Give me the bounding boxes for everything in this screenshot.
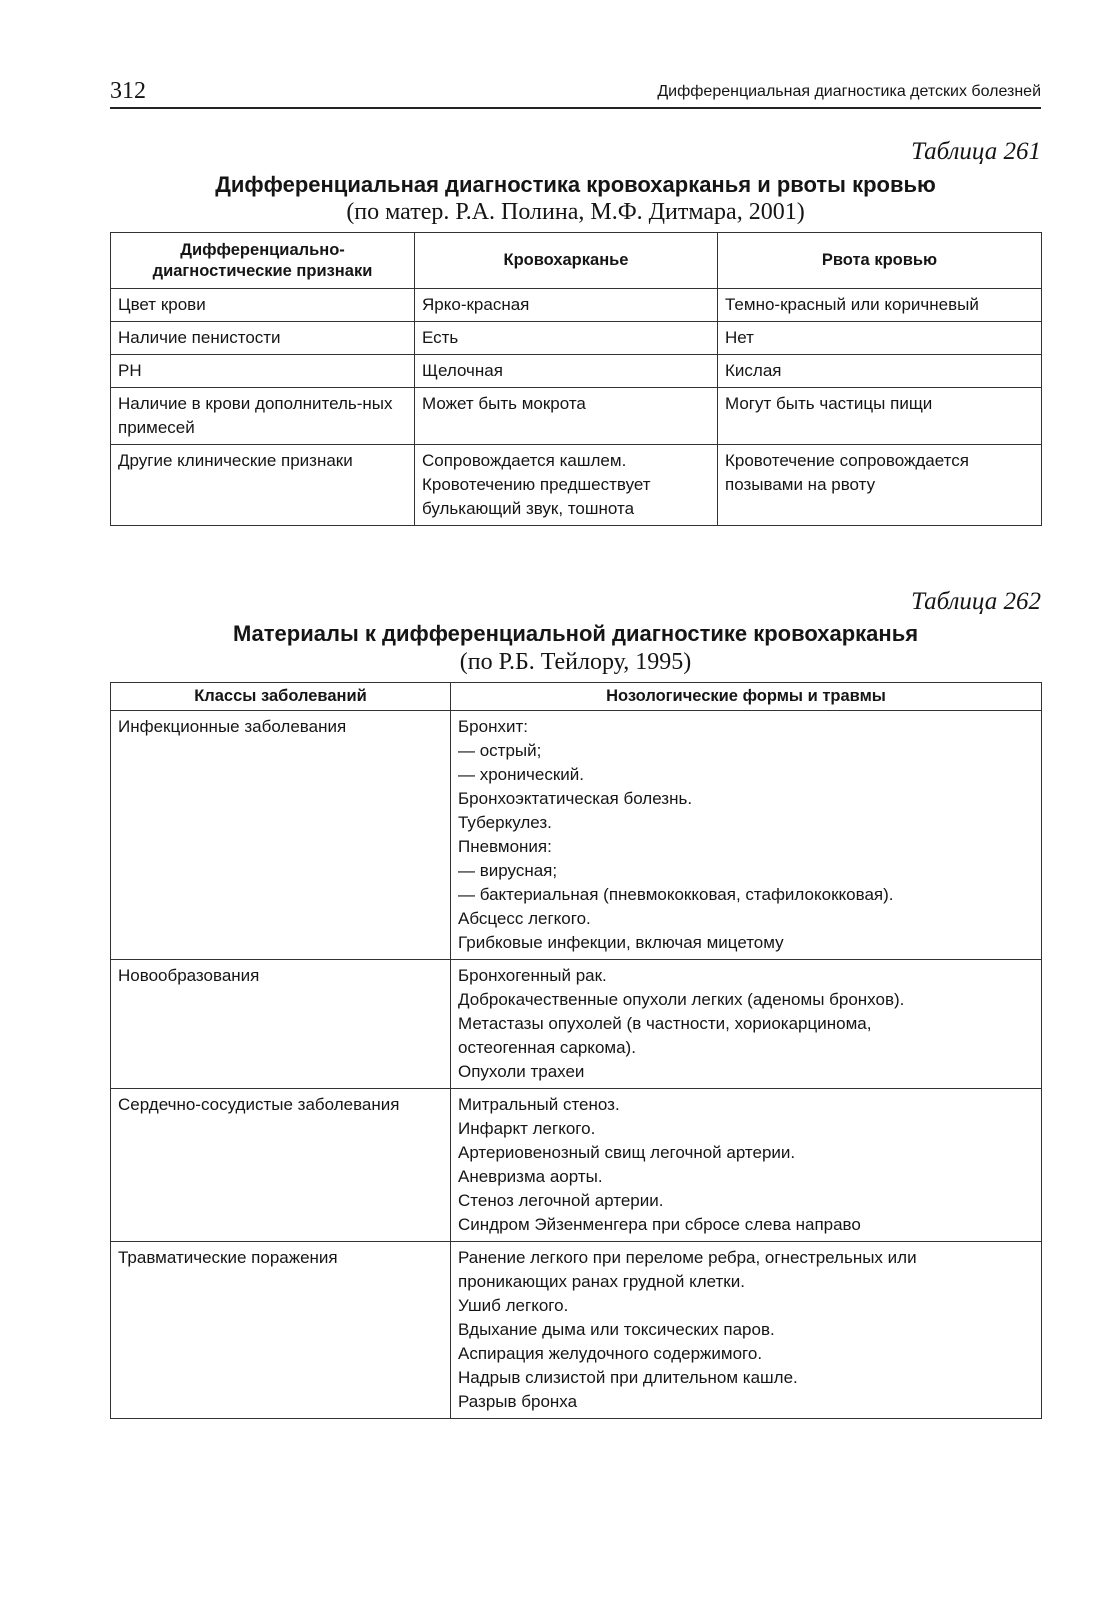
form-line: Грибковые инфекции, включая мицетому bbox=[458, 933, 784, 952]
page-number: 312 bbox=[110, 78, 146, 104]
table-cell: Нет bbox=[718, 322, 1042, 355]
table-cell: Другие клинические признаки bbox=[111, 445, 415, 526]
form-line: Аневризма аорты. bbox=[458, 1167, 603, 1186]
form-line: — вирусная; bbox=[458, 861, 558, 880]
table-cell: Наличие пенистости bbox=[111, 322, 415, 355]
table-cell: Ярко-красная bbox=[415, 289, 718, 322]
form-line: Синдром Эйзенменгера при сбросе слева направо bbox=[458, 1215, 861, 1234]
form-line: Разрыв бронха bbox=[458, 1392, 578, 1411]
header-rule bbox=[110, 107, 1041, 109]
table-cell: Темно-красный или коричневый bbox=[718, 289, 1042, 322]
table-row bbox=[111, 355, 1042, 388]
form-line: Метастазы опухолей (в частности, хориокарцинома, bbox=[458, 1014, 872, 1033]
table-cell: Кислая bbox=[718, 355, 1042, 388]
form-line: Ранение легкого при переломе ребра, огнестрельных или bbox=[458, 1248, 917, 1267]
form-line: Аспирация желудочного содержимого. bbox=[458, 1344, 763, 1363]
table-cell: Может быть мокрота bbox=[415, 388, 718, 445]
table-cell: Щелочная bbox=[415, 355, 718, 388]
nosological-forms-cell bbox=[451, 1089, 1042, 1242]
form-line: Артериовенозный свищ легочной артерии. bbox=[458, 1143, 796, 1162]
table-header-row bbox=[111, 683, 1042, 711]
form-line: Опухоли трахеи bbox=[458, 1062, 585, 1081]
form-line: — бактериальная (пневмококковая, стафилококковая). bbox=[458, 885, 894, 904]
form-line: Пневмония: bbox=[458, 837, 552, 856]
table-261-title: Дифференциальная диагностика кровохарканья и рвоты кровью bbox=[215, 172, 936, 197]
disease-class-cell: Новообразования bbox=[111, 960, 451, 1089]
table-header-row bbox=[111, 233, 1042, 289]
column-header: Нозологические формы и травмы bbox=[451, 683, 1042, 711]
form-line: Туберкулез. bbox=[458, 813, 552, 832]
form-line: Инфаркт легкого. bbox=[458, 1119, 596, 1138]
table-row bbox=[111, 1242, 1042, 1419]
form-line: Митральный стеноз. bbox=[458, 1095, 620, 1114]
table-261-subtitle: (по матер. Р.А. Полина, М.Ф. Дитмара, 2001) bbox=[346, 199, 805, 225]
table-262 bbox=[110, 682, 1042, 1419]
form-line: Стеноз легочной артерии. bbox=[458, 1191, 664, 1210]
nosological-forms-cell bbox=[451, 960, 1042, 1089]
form-line: Бронхоэктатическая болезнь. bbox=[458, 789, 693, 808]
disease-class-cell: Сердечно-сосудистые заболевания bbox=[111, 1089, 451, 1242]
table-cell: Есть bbox=[415, 322, 718, 355]
table-262-title: Материалы к дифференциальной диагностике кровохарканья bbox=[232, 621, 919, 646]
form-line: Доброкачественные опухоли легких (аденомы бронхов). bbox=[458, 990, 905, 1009]
table-cell: PH bbox=[111, 355, 415, 388]
table-row bbox=[111, 960, 1042, 1089]
form-line: проникающих ранах грудной клетки. bbox=[458, 1272, 745, 1291]
nosological-forms-cell bbox=[451, 1242, 1042, 1419]
table-262-subtitle: (по Р.Б. Тейлору, 1995) bbox=[459, 649, 692, 675]
table-261-caption: Таблица 261 bbox=[911, 138, 1041, 165]
column-header: Дифференциально-диагностические признаки bbox=[111, 233, 415, 289]
form-line: Ушиб легкого. bbox=[458, 1296, 569, 1315]
table-cell: Кровотечение сопровождается позывами на рвоту bbox=[718, 445, 1042, 526]
table-cell: Могут быть частицы пищи bbox=[718, 388, 1042, 445]
table-cell: Наличие в крови дополнитель-ных примесей bbox=[111, 388, 415, 445]
form-line: — острый; bbox=[458, 741, 542, 760]
disease-class-cell: Травматические поражения bbox=[111, 1242, 451, 1419]
column-header: Классы заболеваний bbox=[111, 683, 451, 711]
table-261 bbox=[110, 232, 1042, 526]
form-line: остеогенная саркома). bbox=[458, 1038, 636, 1057]
form-line: Вдыхание дыма или токсических паров. bbox=[458, 1320, 775, 1339]
nosological-forms-cell bbox=[451, 711, 1042, 960]
table-row bbox=[111, 388, 1042, 445]
table-cell: Цвет крови bbox=[111, 289, 415, 322]
table-262-body bbox=[111, 711, 1042, 1419]
form-line: Надрыв слизистой при длительном кашле. bbox=[458, 1368, 798, 1387]
form-line: — хронический. bbox=[458, 765, 584, 784]
running-title: Дифференциальная диагностика детских болезней bbox=[657, 83, 1041, 100]
column-header: Рвота кровью bbox=[718, 233, 1042, 289]
table-row bbox=[111, 1089, 1042, 1242]
table-cell: Сопровождается кашлем. Кровотечению предшествует булькающий звук, тошнота bbox=[415, 445, 718, 526]
table-262-caption: Таблица 262 bbox=[911, 588, 1041, 615]
form-line: Бронхогенный рак. bbox=[458, 966, 607, 985]
disease-class-cell: Инфекционные заболевания bbox=[111, 711, 451, 960]
table-row bbox=[111, 322, 1042, 355]
table-row bbox=[111, 289, 1042, 322]
form-line: Абсцесс легкого. bbox=[458, 909, 591, 928]
form-line: Бронхит: bbox=[458, 717, 528, 736]
table-row bbox=[111, 711, 1042, 960]
column-header: Кровохарканье bbox=[415, 233, 718, 289]
table-row bbox=[111, 445, 1042, 526]
